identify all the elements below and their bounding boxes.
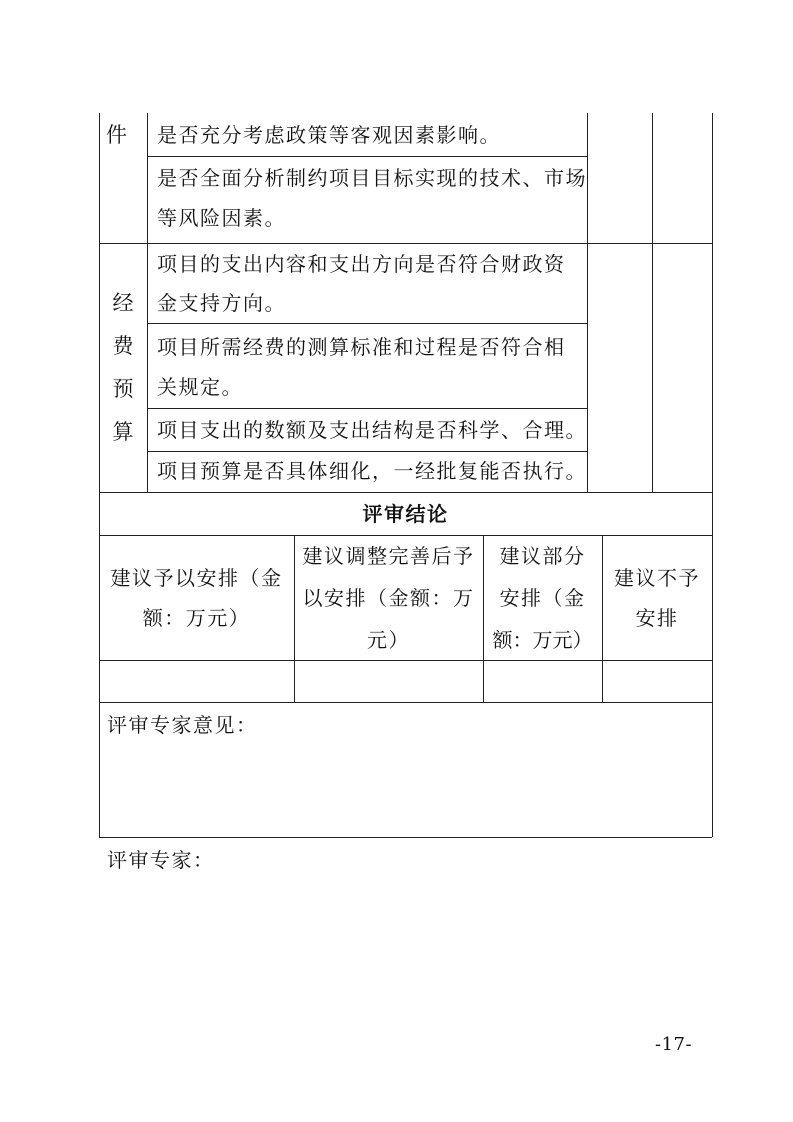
criteria-text: 项目所需经费的测算标准和过程是否符合相 — [157, 335, 566, 359]
category-char: 算 — [112, 420, 134, 444]
table-left-border — [99, 113, 100, 837]
option-cell — [602, 540, 712, 638]
option-text: 建议不予 — [614, 566, 700, 590]
criteria-text: 是否全面分析制约项目目标实现的技术、市场 — [157, 166, 587, 190]
conclusion-title: 评审结论 — [362, 502, 449, 526]
score-column-divider-1 — [587, 113, 588, 493]
table-bottom-border — [99, 837, 712, 838]
category-char: 费 — [112, 334, 134, 358]
row-divider — [147, 156, 587, 157]
category-cell-top: 件 — [106, 123, 129, 147]
table-right-border — [712, 113, 713, 837]
option-text: 以安排（金额：万 — [302, 586, 475, 610]
category-char: 经 — [112, 291, 134, 315]
option-text: 建议调整完善后予 — [302, 544, 475, 568]
criteria-text: 等风险因素。 — [157, 206, 286, 230]
option-cell — [99, 540, 294, 638]
option-cell — [294, 535, 483, 661]
category-cell-budget — [99, 282, 147, 454]
signature-label: 评审专家： — [107, 848, 215, 872]
criteria-text: 是否充分考虑政策等客观因素影响。 — [157, 123, 501, 147]
option-text: 元） — [367, 628, 410, 652]
category-char: 预 — [112, 377, 134, 401]
option-text: 安排 — [635, 606, 679, 630]
criteria-text: 金支持方向。 — [157, 291, 286, 315]
criteria-column-divider — [147, 113, 148, 493]
criteria-bottom — [99, 492, 712, 493]
score-column-divider-2 — [652, 113, 653, 493]
option-text: 额：万元） — [142, 606, 251, 630]
option-cell — [483, 535, 602, 661]
row-divider — [147, 323, 587, 324]
option-text: 额：万元） — [492, 628, 593, 652]
row-divider — [147, 408, 587, 409]
option-text: 建议部分 — [499, 544, 586, 568]
opinion-label: 评审专家意见： — [107, 713, 258, 737]
option-text: 安排（金 — [499, 586, 586, 610]
criteria-text: 项目的支出内容和支出方向是否符合财政资 — [157, 252, 566, 276]
page-number: -17- — [655, 1034, 693, 1055]
blank-row-bottom — [99, 702, 712, 703]
criteria-text: 项目支出的数额及支出结构是否科学、合理。 — [157, 418, 587, 442]
criteria-text: 项目预算是否具体细化，一经批复能否执行。 — [157, 459, 587, 483]
option-text: 建议予以安排（金 — [110, 566, 283, 590]
criteria-text: 关规定。 — [157, 375, 243, 399]
